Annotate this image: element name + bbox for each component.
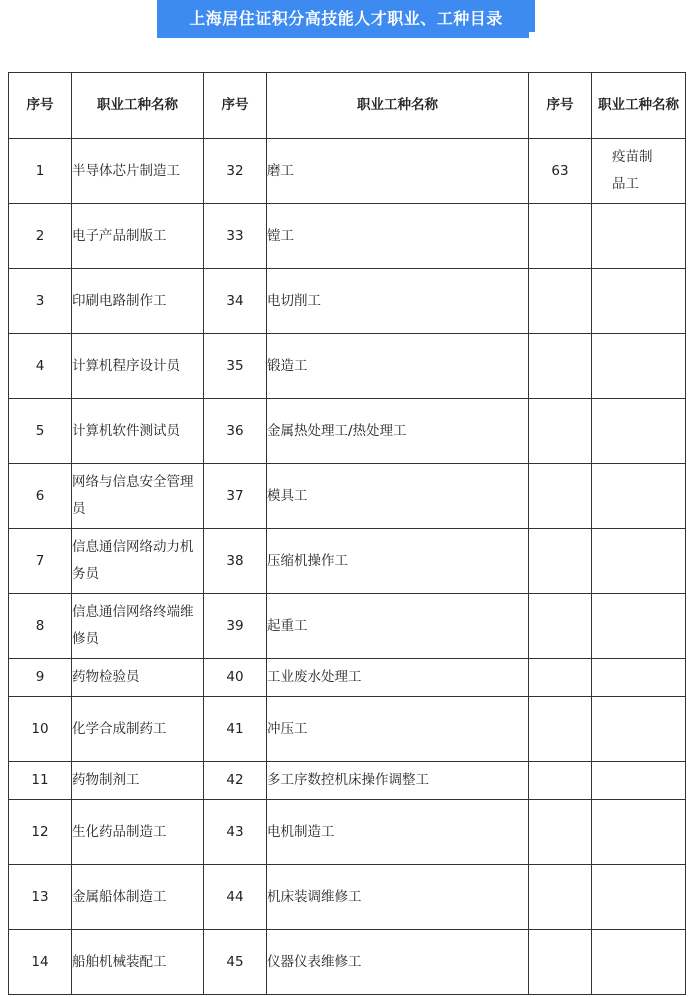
- table-row: [9, 204, 686, 269]
- occupation-cell: 磨工: [267, 139, 529, 204]
- occupation-cell: 机床装调维修工: [267, 865, 529, 930]
- seq-cell: 11: [9, 762, 72, 800]
- seq-cell: 43: [204, 800, 267, 865]
- occupation-cell: [592, 334, 686, 399]
- seq-cell: [529, 399, 592, 464]
- seq-cell: 13: [9, 865, 72, 930]
- seq-cell: 9: [9, 659, 72, 697]
- seq-cell: 40: [204, 659, 267, 697]
- occupation-cell: 电切削工: [267, 269, 529, 334]
- occupation-cell: [592, 930, 686, 995]
- occupation-cell: [592, 269, 686, 334]
- seq-cell: 41: [204, 697, 267, 762]
- occupation-cell: [592, 800, 686, 865]
- occupation-cell: [592, 594, 686, 659]
- seq-cell: [529, 865, 592, 930]
- occupation-cell: [592, 529, 686, 594]
- occupation-cell: 药物制剂工: [72, 762, 204, 800]
- seq-cell: 32: [204, 139, 267, 204]
- occupation-cell: [592, 659, 686, 697]
- table-row: [9, 529, 686, 594]
- seq-cell: 36: [204, 399, 267, 464]
- occupation-cell: 船舶机械装配工: [72, 930, 204, 995]
- table-row: [9, 269, 686, 334]
- banner-corner-decoration: [529, 32, 535, 38]
- seq-cell: [529, 529, 592, 594]
- seq-cell: 6: [9, 464, 72, 529]
- table-header-row: [9, 73, 686, 139]
- occupation-cell: 计算机程序设计员: [72, 334, 204, 399]
- occupation-cell: 金属热处理工/热处理工: [267, 399, 529, 464]
- occupation-cell: 电子产品制版工: [72, 204, 204, 269]
- page-title: 上海居住证积分高技能人才职业、工种目录: [157, 0, 535, 38]
- occupation-cell: 计算机软件测试员: [72, 399, 204, 464]
- table-row: [9, 139, 686, 204]
- occupation-cell: 电机制造工: [267, 800, 529, 865]
- seq-cell: [529, 594, 592, 659]
- occupation-cell: 半导体芯片制造工: [72, 139, 204, 204]
- occupation-cell: [592, 204, 686, 269]
- header-name-2: 职业工种名称: [267, 73, 529, 139]
- seq-cell: 42: [204, 762, 267, 800]
- occupation-cell: [592, 762, 686, 800]
- seq-cell: 7: [9, 529, 72, 594]
- seq-cell: 14: [9, 930, 72, 995]
- seq-cell: 2: [9, 204, 72, 269]
- table-row: [9, 865, 686, 930]
- seq-cell: 1: [9, 139, 72, 204]
- seq-cell: 4: [9, 334, 72, 399]
- table-row: [9, 464, 686, 529]
- occupation-cell: 信息通信网络动力机务员: [72, 529, 204, 594]
- occupation-cell: [592, 464, 686, 529]
- table-row: [9, 930, 686, 995]
- seq-cell: 34: [204, 269, 267, 334]
- seq-cell: [529, 697, 592, 762]
- seq-cell: 12: [9, 800, 72, 865]
- occupation-cell: 金属船体制造工: [72, 865, 204, 930]
- occupation-cell: 起重工: [267, 594, 529, 659]
- occupation-cell: 化学合成制药工: [72, 697, 204, 762]
- occupation-cell: [592, 399, 686, 464]
- occupation-cell: 疫苗制品工: [592, 139, 686, 204]
- seq-cell: 3: [9, 269, 72, 334]
- occupation-cell: 锻造工: [267, 334, 529, 399]
- seq-cell: [529, 762, 592, 800]
- seq-cell: 63: [529, 139, 592, 204]
- occupation-cell: 工业废水处理工: [267, 659, 529, 697]
- seq-cell: [529, 334, 592, 399]
- occupation-cell: 药物检验员: [72, 659, 204, 697]
- occupation-cell: 冲压工: [267, 697, 529, 762]
- occupation-cell: 印刷电路制作工: [72, 269, 204, 334]
- occupation-cell: 信息通信网络终端维修员: [72, 594, 204, 659]
- occupation-cell: 生化药品制造工: [72, 800, 204, 865]
- table-row: [9, 762, 686, 800]
- seq-cell: [529, 800, 592, 865]
- occupation-cell: 网络与信息安全管理员: [72, 464, 204, 529]
- occupation-catalog-table: [8, 72, 686, 995]
- seq-cell: 35: [204, 334, 267, 399]
- table-row: [9, 800, 686, 865]
- header-name-1: 职业工种名称: [72, 73, 204, 139]
- seq-cell: 38: [204, 529, 267, 594]
- table-row: [9, 594, 686, 659]
- seq-cell: [529, 269, 592, 334]
- table-row: [9, 697, 686, 762]
- seq-cell: 8: [9, 594, 72, 659]
- occupation-cell: 模具工: [267, 464, 529, 529]
- seq-cell: 10: [9, 697, 72, 762]
- table-row: [9, 399, 686, 464]
- seq-cell: [529, 464, 592, 529]
- occupation-cell: [592, 865, 686, 930]
- header-seq-3: 序号: [529, 73, 592, 139]
- seq-cell: 39: [204, 594, 267, 659]
- seq-cell: 37: [204, 464, 267, 529]
- seq-cell: 44: [204, 865, 267, 930]
- table-row: [9, 334, 686, 399]
- header-seq-1: 序号: [9, 73, 72, 139]
- header-name-3: 职业工种名称: [592, 73, 686, 139]
- seq-cell: 45: [204, 930, 267, 995]
- table-row: [9, 659, 686, 697]
- occupation-cell: [592, 697, 686, 762]
- occupation-cell: 压缩机操作工: [267, 529, 529, 594]
- occupation-cell: 仪器仪表维修工: [267, 930, 529, 995]
- occupation-cell: 多工序数控机床操作调整工: [267, 762, 529, 800]
- seq-cell: [529, 204, 592, 269]
- seq-cell: 5: [9, 399, 72, 464]
- seq-cell: [529, 659, 592, 697]
- header-seq-2: 序号: [204, 73, 267, 139]
- occupation-cell: 镗工: [267, 204, 529, 269]
- seq-cell: [529, 930, 592, 995]
- seq-cell: 33: [204, 204, 267, 269]
